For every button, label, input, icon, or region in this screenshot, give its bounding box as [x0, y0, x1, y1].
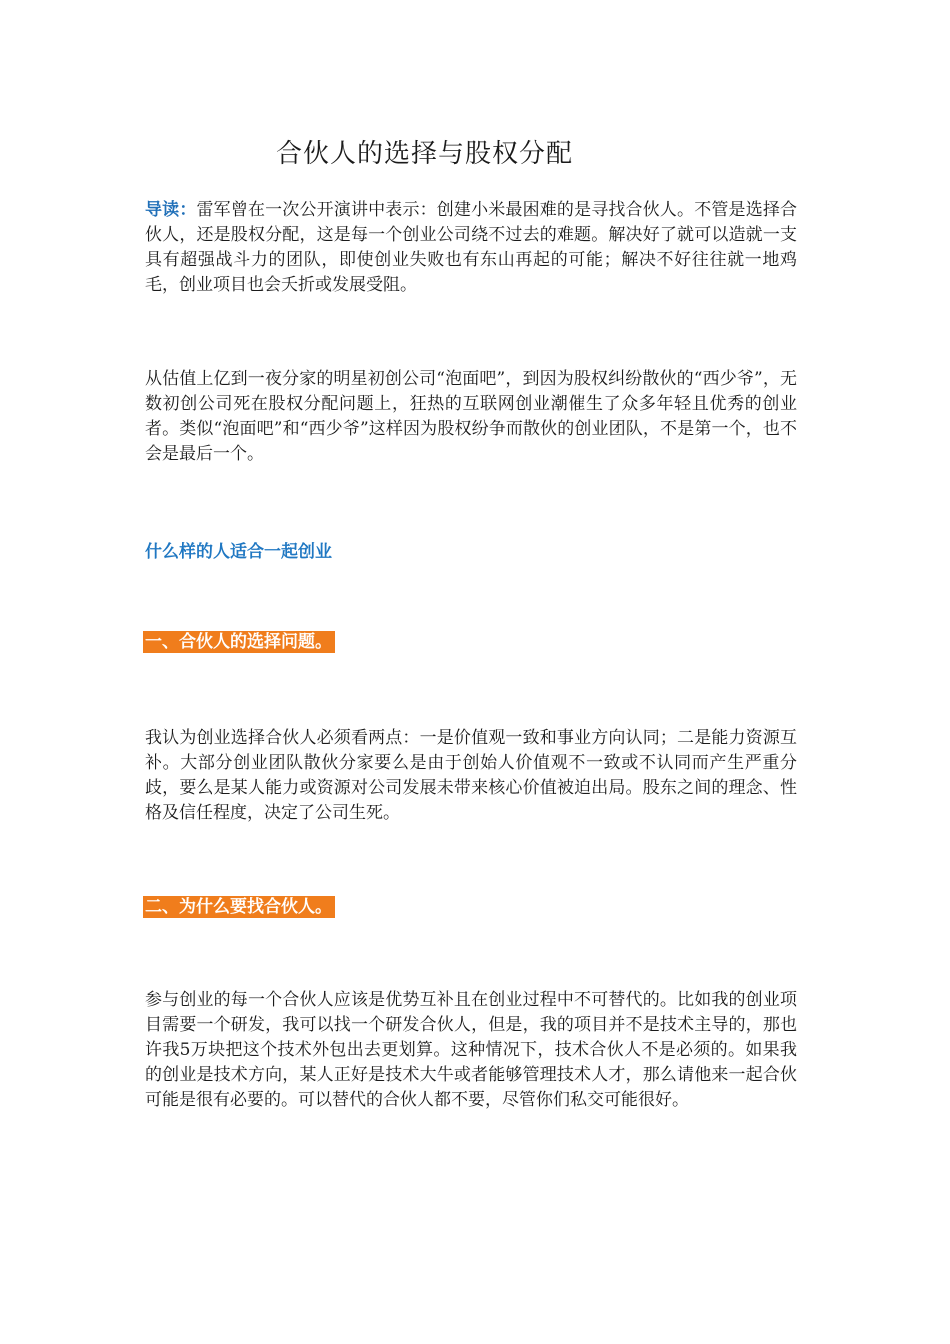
intro-label: 导读： [145, 200, 197, 220]
heading-why-partners: 二、为什么要找合伙人。 [143, 896, 335, 918]
section-heading: 什么样的人适合一起创业 [145, 542, 332, 562]
paragraph-partner-selection: 我认为创业选择合伙人必须看两点：一是价值观一致和事业方向认同；二是能力资源互补。大部分创业团队散伙分家要么是由于创始人价值观不一致或不认同而产生严重分歧，要么是某人能力或资源对公司发展未带来核心价值被迫出局。股东之间的理念、性格及信任程度，决定了公司生死。 [145, 728, 797, 823]
paragraph-why-partners: 参与创业的每一个合伙人应该是优势互补且在创业过程中不可替代的。比如我的创业项目需要一个研发，我可以找一个研发合伙人，但是，我的项目并不是技术主导的，那也许我5万块把这个技术外包出去更划算。这种情况下，技术合伙人不是必须的。如果我的创业是技术方向，某人正好是技术大牛或者能够管理技术人才，那么请他来一起合伙可能是很有必要的。可以替代的合伙人都不要，尽管你们私交可能很好。 [145, 990, 797, 1110]
paragraph-pmb-xishaoye: 从估值上亿到一夜分家的明星初创公司“泡面吧”，到因为股权纠纷散伙的“西少爷”，无数初创公司死在股权分配问题上，狂热的互联网创业潮催生了众多年轻且优秀的创业者。类似“泡面吧”和“西少爷”这样因为股权纷争而散伙的创业团队，不是第一个，也不会是最后一个。 [145, 369, 797, 464]
intro-text: 雷军曾在一次公开演讲中表示：创建小米最困难的是寻找合伙人。不管是选择合伙人，还是股权分配，这是每一个创业公司绕不过去的难题。解决好了就可以造就一支具有超强战斗力的团队，即使创业失败也有东山再起的可能；解决不好往往就一地鸡毛，创业项目也会夭折或发展受阻。 [145, 200, 798, 295]
document-title: 合伙人的选择与股权分配 [276, 139, 574, 169]
intro-paragraph [145, 198, 797, 298]
heading-partner-selection: 一、合伙人的选择问题。 [143, 631, 335, 653]
